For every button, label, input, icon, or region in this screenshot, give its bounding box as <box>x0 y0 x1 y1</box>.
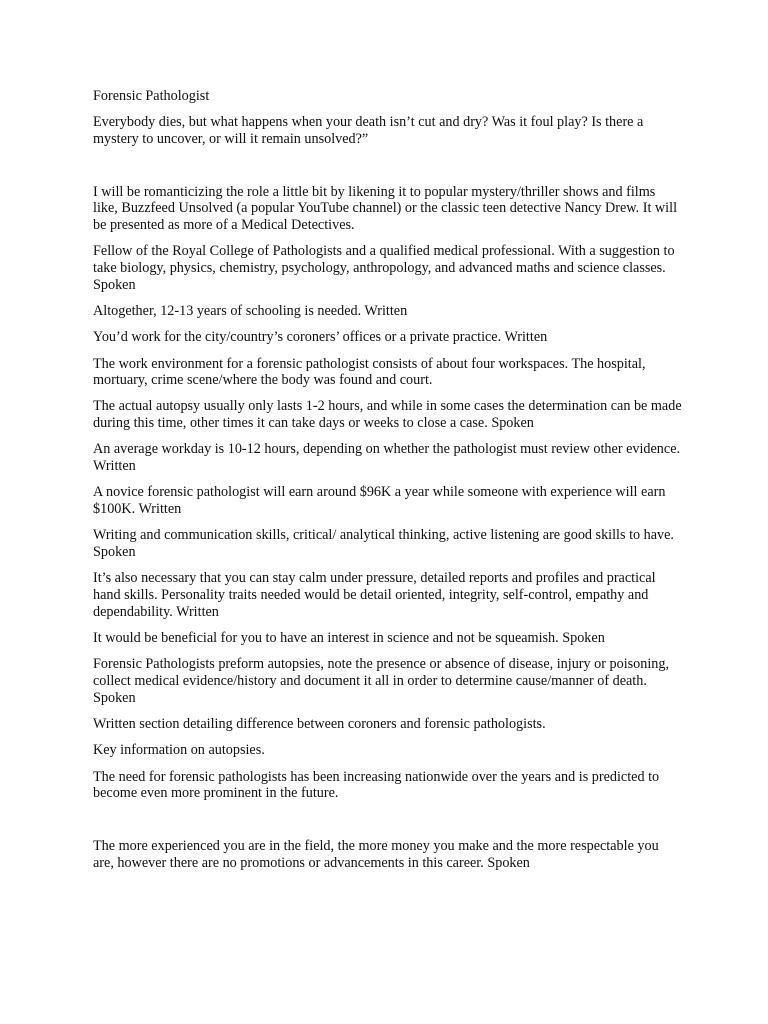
paragraph-duties: Forensic Pathologists preform autopsies, note the presence or absence of disease, injury or poisoning, collect medical evidence/history and document it all in order to determine cause/manner of death. Spoken <box>93 656 670 706</box>
paragraph-romanticizing: I will be romanticizing the role a little bit by likening it to popular mystery/thriller shows and films like, Buzzfeed Unsolved (a popular YouTube channel) or the classic teen detective Nancy Drew. It will be presented as more of a Medical Detectives. <box>93 183 678 234</box>
document-page <box>93 88 683 881</box>
paragraph-qualifications: Fellow of the Royal College of Pathologists and a qualified medical professional. With a suggestion to take biology, physics, chemistry, psychology, anthropology, and advanced maths and science classes. Spoken <box>93 243 675 293</box>
paragraph-advancement: The more experienced you are in the field, the more money you make and the more respectable you are, however there are no promotions or advancements in this career. Spoken <box>93 837 659 871</box>
intro-paragraph: Everybody dies, but what happens when your death isn’t cut and dry? Was it foul play? Is there a mystery to uncover, or will it remain unsolved?” <box>93 114 644 147</box>
paragraph-work-environment: The work environment for a forensic pathologist consists of about four workspaces. The hospital, mortuary, crime scene/where the body was found and court. <box>93 355 646 389</box>
blank-line <box>93 812 683 838</box>
paragraph-schooling: Altogether, 12-13 years of schooling is needed. Written <box>93 303 408 320</box>
paragraph-coroners-section: Written section detailing difference between coroners and forensic pathologists. <box>93 716 546 733</box>
paragraph-skills: Writing and communication skills, critical/ analytical thinking, active listening are good skills to have. Spoken <box>93 527 674 561</box>
document-title: Forensic Pathologist <box>93 88 210 104</box>
paragraph-autopsy-info: Key information on autopsies. <box>93 742 265 759</box>
paragraph-demand: The need for forensic pathologists has been increasing nationwide over the years and is predicted to become even more prominent in the future. <box>93 768 660 802</box>
paragraph-interest-science: It would be beneficial for you to have an interest in science and not be squeamish. Spoken <box>93 630 605 647</box>
paragraph-salary: A novice forensic pathologist will earn around $96K a year while someone with experience will earn $100K. Written <box>93 484 666 518</box>
blank-line <box>93 157 683 183</box>
paragraph-autopsy-duration: The actual autopsy usually only lasts 1-2 hours, and while in some cases the determination can be made during this time, other times it can take days or weeks to close a case. Spoken <box>93 398 682 432</box>
paragraph-workday: An average workday is 10-12 hours, depending on whether the pathologist must review other evidence. Written <box>93 441 681 475</box>
paragraph-personality-traits: It’s also necessary that you can stay calm under pressure, detailed reports and profiles and practical hand skills. Personality traits needed would be detail oriented, integrity, self-control, empathy and dependability. Written <box>93 570 656 621</box>
paragraph-employers: You’d work for the city/country’s coroners’ offices or a private practice. Written <box>93 329 548 346</box>
